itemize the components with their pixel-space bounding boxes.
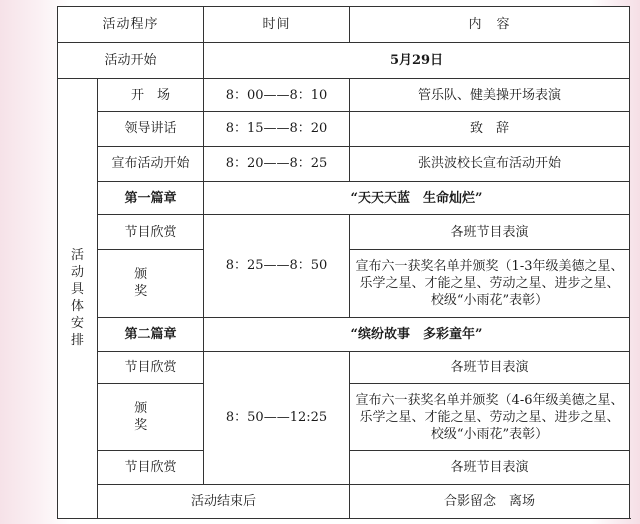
header-row — [58, 7, 630, 43]
chapter2-final-item: 节目欣赏 — [98, 451, 204, 484]
schedule-table — [57, 6, 630, 519]
content-speech: 致 辞 — [350, 112, 630, 146]
item-speech: 领导讲话 — [98, 112, 204, 146]
side-label — [58, 78, 98, 518]
time-speech: 8：15——8：20 — [204, 112, 350, 146]
chapter1-title: “天天天蓝 生命灿烂” — [204, 182, 630, 215]
content-opening: 管乐队、健美操开场表演 — [350, 78, 630, 111]
chapter2-title: “缤纷故事 多彩童年” — [204, 317, 630, 351]
item-opening: 开 场 — [98, 78, 204, 111]
chapter1-time: 8：25——8：50 — [204, 215, 350, 317]
header-content: 内 容 — [350, 7, 630, 43]
side-char: 活 — [70, 248, 84, 264]
header-time: 时间 — [204, 7, 350, 43]
chapter2-row — [58, 317, 630, 351]
chapter2-award-item: 颁 奖 — [98, 384, 204, 451]
chapter1-row — [58, 182, 630, 215]
schedule-row-announce — [58, 146, 630, 181]
side-char: 排 — [70, 333, 84, 349]
chapter2-performance-content: 各班节目表演 — [350, 351, 630, 383]
side-char: 动 — [70, 265, 84, 281]
schedule-row-opening — [58, 78, 630, 111]
time-announce: 8：20——8：25 — [204, 146, 350, 181]
chapter2-time: 8：50——12:25 — [204, 351, 350, 484]
side-char: 体 — [70, 299, 84, 315]
start-label: 活动开始 — [58, 43, 204, 78]
date-row — [58, 43, 630, 78]
item-announce: 宣布活动开始 — [98, 146, 204, 181]
chapter2-final-content: 各班节目表演 — [350, 451, 630, 484]
content-announce: 张洪波校长宣布活动开始 — [350, 146, 630, 181]
chapter1-label: 第一篇章 — [98, 182, 204, 215]
chapter1-performance-content: 各班节目表演 — [350, 215, 630, 249]
chapter1-performance-row — [58, 215, 630, 249]
schedule-row-speech — [58, 112, 630, 146]
chapter2-performance-item: 节目欣赏 — [98, 351, 204, 383]
footer-row — [58, 484, 630, 518]
footer-label: 活动结束后 — [98, 484, 350, 518]
chapter2-award-content: 宣布六一获奖名单并颁奖（4-6年级美德之星、乐学之星、才能之星、劳动之星、进步之星、校级“小雨花”表彰） — [350, 384, 630, 451]
side-char: 安 — [70, 316, 84, 332]
event-date: 5月29日 — [204, 43, 630, 78]
chapter1-award-item: 颁 奖 — [98, 249, 204, 317]
footer-content: 合影留念 离场 — [350, 484, 630, 518]
chapter2-label: 第二篇章 — [98, 317, 204, 351]
chapter2-performance-row — [58, 351, 630, 383]
side-char: 具 — [70, 282, 84, 298]
header-program: 活动程序 — [58, 7, 204, 43]
chapter1-award-content: 宣布六一获奖名单并颁奖（1-3年级美德之星、乐学之星、才能之星、劳动之星、进步之星、校级“小雨花”表彰） — [350, 249, 630, 317]
chapter1-performance-item: 节目欣赏 — [98, 215, 204, 249]
time-opening: 8：00——8：10 — [204, 78, 350, 111]
